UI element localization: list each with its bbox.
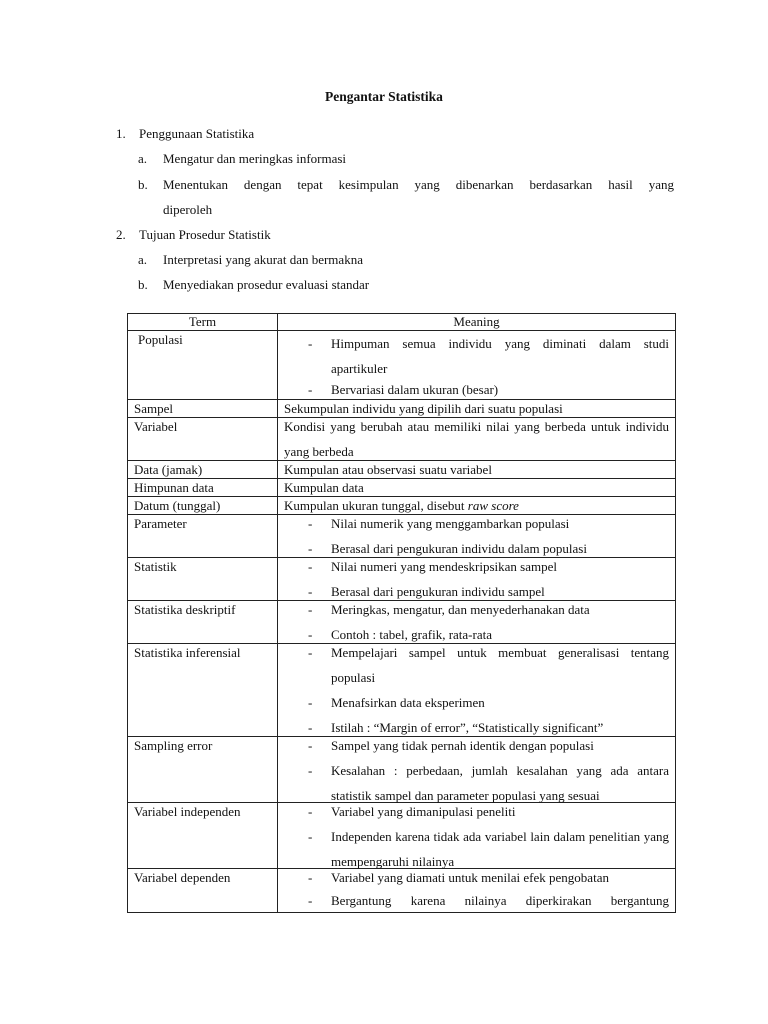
meaning-bullet: - Bervariasi dalam ukuran (besar) [308, 382, 499, 397]
section-number: 1. [116, 126, 126, 141]
bullet-dash: - [308, 602, 313, 617]
bullet-dash: - [308, 516, 313, 531]
section-number: 2. [116, 227, 126, 242]
meaning-cell: Kumpulan data [278, 479, 676, 497]
term-label: Populasi [138, 332, 183, 347]
bullet-dash: - [308, 804, 313, 819]
term-cell: Variabel dependen [128, 869, 278, 913]
table-row [128, 644, 676, 737]
term-cell [128, 331, 278, 400]
term-cell: Statistik [128, 558, 278, 601]
bullet-dash: - [308, 893, 313, 908]
meaning-bullet: - Istilah : “Margin of error”, “Statistically significant” [308, 720, 604, 735]
meaning-bullet: - Nilai numeri yang mendeskripsikan sampel [308, 559, 558, 574]
meaning-cell [278, 869, 676, 913]
term-cell: Sampling error [128, 737, 278, 803]
bullet-dash: - [308, 720, 313, 735]
bullet-dash: - [308, 695, 313, 710]
term-cell: Statistika deskriptif [128, 601, 278, 644]
item-text: Mengatur dan meringkas informasi [163, 151, 347, 166]
meaning-bullet: - Sampel yang tidak pernah identik dengan populasi [308, 738, 594, 753]
term-cell: Sampel [128, 400, 278, 418]
bullet-dash: - [308, 559, 313, 574]
term-cell: Himpunan data [128, 479, 278, 497]
item-letter: b. [138, 277, 148, 292]
table-row [128, 558, 676, 601]
header-term: Term [128, 314, 278, 331]
meaning-cell [278, 515, 676, 558]
item-text-line2: diperoleh [163, 202, 213, 217]
table-row [128, 737, 676, 803]
item-letter: a. [138, 252, 148, 267]
meaning-bullet: - Mempelajari sampel untuk membuat generalisasi tentang populasi [284, 640, 669, 690]
terms-table [127, 313, 676, 913]
item-text-line1: Menentukan dengan tepat kesimpulan yang dibenarkan berdasarkan hasil yang [163, 177, 674, 192]
meaning-bullet: - Variabel yang diamati untuk menilai efek pengobatan [308, 870, 609, 885]
table-row [128, 601, 676, 644]
table-row [128, 497, 676, 515]
item-text: Menyediakan prosedur evaluasi standar [163, 277, 370, 292]
bullet-dash: - [308, 738, 313, 753]
meaning-cell [278, 497, 676, 515]
term-cell: Datum (tunggal) [128, 497, 278, 515]
meaning-bullet: - Berasal dari pengukuran individu dalam populasi [308, 541, 587, 556]
meaning-bullet: - Himpuman semua individu yang diminati dalam studi apartikuler [284, 331, 669, 381]
meaning-text: Kondisi yang berubah atau memiliki nilai yang berbeda untuk individu yang berbeda [284, 419, 669, 459]
item-letter: a. [138, 151, 148, 166]
meaning-cell [278, 737, 676, 803]
meaning-cell: Kumpulan atau observasi suatu variabel [278, 461, 676, 479]
document-title: Pengantar Statistika [325, 89, 443, 104]
section-label: Tujuan Prosedur Statistik [139, 227, 271, 242]
table-row [128, 803, 676, 869]
bullet-dash: - [308, 382, 313, 397]
meaning-cell: Sekumpulan individu yang dipilih dari suatu populasi [278, 400, 676, 418]
bullet-dash: - [308, 584, 313, 599]
term-cell: Variabel independen [128, 803, 278, 869]
meaning-bullet: - Contoh : tabel, grafik, rata-rata [308, 627, 492, 642]
meaning-bullet: - Meringkas, mengatur, dan menyederhanakan data [308, 602, 590, 617]
table-row [128, 515, 676, 558]
table-row [128, 418, 676, 461]
meaning-italic: raw score [467, 498, 519, 513]
term-cell: Data (jamak) [128, 461, 278, 479]
bullet-dash: - [308, 870, 313, 885]
bullet-dash: - [308, 829, 313, 844]
bullet-dash: - [308, 763, 313, 778]
term-cell: Statistika inferensial [128, 644, 278, 737]
meaning-cell [278, 331, 676, 400]
table-row [128, 331, 676, 400]
bullet-dash: - [308, 645, 313, 660]
header-meaning: Meaning [278, 314, 676, 331]
meaning-cell [278, 418, 676, 461]
meaning-bullet: - Nilai numerik yang menggambarkan populasi [308, 516, 570, 531]
meaning-bullet: - Bergantung karena nilainya diperkirakan bergantung [284, 890, 669, 912]
table-row [128, 461, 676, 479]
meaning-text: Kumpulan ukuran tunggal, disebut [284, 498, 468, 513]
meaning-bullet: - Variabel yang dimanipulasi peneliti [308, 804, 516, 819]
bullet-dash: - [308, 541, 313, 556]
meaning-bullet: - Berasal dari pengukuran individu sampel [308, 584, 545, 599]
bullet-dash: - [308, 627, 313, 642]
meaning-cell [278, 558, 676, 601]
table-row [128, 479, 676, 497]
bullet-dash: - [308, 336, 313, 351]
term-cell: Parameter [128, 515, 278, 558]
section-label: Penggunaan Statistika [139, 126, 255, 141]
meaning-cell [278, 601, 676, 644]
meaning-bullet: - Independen karena tidak ada variabel lain dalam penelitian yang mempengaruhi nilainya [284, 824, 669, 874]
meaning-bullet: - Kesalahan : perbedaan, jumlah kesalahan yang ada antara statistik sampel dan parameter populasi yang sesuai [284, 758, 669, 808]
item-text: Interpretasi yang akurat dan bermakna [163, 252, 363, 267]
item-letter: b. [138, 177, 148, 192]
table-row [128, 869, 676, 913]
term-cell: Variabel [128, 418, 278, 461]
meaning-bullet: - Menafsirkan data eksperimen [284, 690, 669, 715]
meaning-cell [278, 803, 676, 869]
meaning-cell [278, 644, 676, 737]
table-header-row [128, 314, 676, 331]
